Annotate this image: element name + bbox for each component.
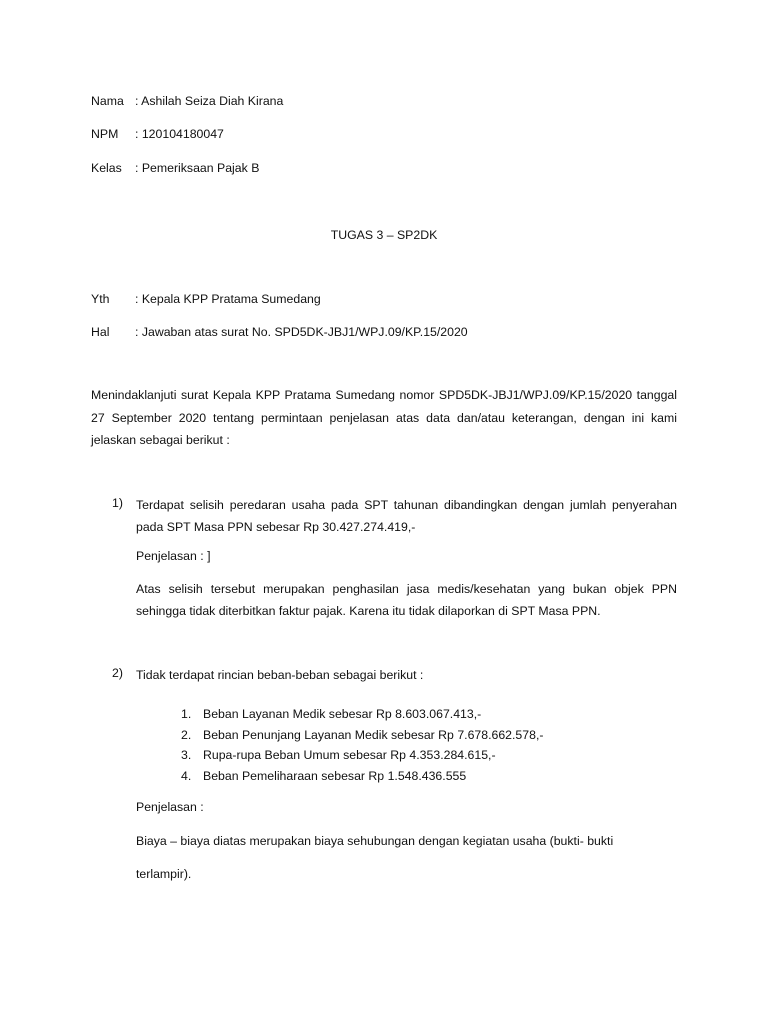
item-2-number: 2) bbox=[112, 666, 123, 680]
list-item-number: 2. bbox=[181, 727, 192, 742]
nama-row bbox=[91, 93, 283, 110]
hal-row bbox=[91, 324, 468, 341]
yth-value: : Kepala KPP Pratama Sumedang bbox=[135, 292, 321, 306]
item-2-answer-line-2: terlampir). bbox=[136, 867, 192, 881]
item-1 bbox=[112, 495, 677, 538]
list-item-number: 4. bbox=[181, 768, 192, 783]
item-2-penjelasan-label: Penjelasan : bbox=[136, 800, 204, 814]
item-1-text: Terdapat selisih peredaran usaha pada SPT tahunan dibandingkan dengan jumlah penyerahan pada SPT Masa PPN sebesar Rp 30.427.274.419,- bbox=[136, 498, 677, 534]
list-item-text: Beban Pemeliharaan sebesar Rp 1.548.436.555 bbox=[203, 768, 467, 783]
list-item-number: 1. bbox=[181, 707, 192, 721]
hal-label: Hal bbox=[91, 325, 110, 339]
hal-value: : Jawaban atas surat No. SPD5DK-JBJ1/WPJ.09/KP.15/2020 bbox=[135, 325, 468, 339]
document-title: TUGAS 3 – SP2DK bbox=[330, 228, 438, 242]
list-item-text: Beban Layanan Medik sebesar Rp 8.603.067.413,- bbox=[203, 707, 482, 721]
npm-row bbox=[91, 126, 224, 143]
list-item-text: Beban Penunjang Layanan Medik sebesar Rp 7.678.662.578,- bbox=[203, 727, 544, 742]
item-2 bbox=[112, 665, 677, 687]
list-item-number: 3. bbox=[181, 748, 192, 762]
intro-paragraph: Menindaklanjuti surat Kepala KPP Pratama Sumedang nomor SPD5DK-JBJ1/WPJ.09/KP.15/2020 tanggal 27 September 2020 tentang permintaan penjelasan atas data dan/atau keterangan, dengan ini kami jelaskan sebagai berikut : bbox=[91, 388, 677, 447]
item-1-number: 1) bbox=[112, 496, 123, 510]
item-1-penjelasan-label: Penjelasan : ] bbox=[136, 549, 211, 563]
kelas-value: : Pemeriksaan Pajak B bbox=[135, 161, 260, 175]
yth-label: Yth bbox=[91, 292, 110, 306]
nama-value: : Ashilah Seiza Diah Kirana bbox=[135, 94, 284, 108]
nama-label: Nama bbox=[91, 94, 124, 108]
item-1-answer: Atas selisih tersebut merupakan penghasilan jasa medis/kesehatan yang bukan objek PPN sehingga tidak diterbitkan faktur pajak. Karena itu tidak dilaporkan di SPT Masa PPN. bbox=[136, 582, 677, 618]
item-2-text: Tidak terdapat rincian beban-beban sebagai berikut : bbox=[136, 668, 424, 682]
kelas-row bbox=[91, 160, 259, 177]
yth-row bbox=[91, 291, 321, 308]
item-2-answer-line-1: Biaya – biaya diatas merupakan biaya sehubungan dengan kegiatan usaha (bukti- bukti bbox=[136, 834, 614, 848]
npm-value: : 120104180047 bbox=[135, 127, 224, 141]
npm-label: NPM bbox=[91, 127, 119, 141]
list-item-text: Rupa-rupa Beban Umum sebesar Rp 4.353.284.615,- bbox=[203, 748, 496, 762]
kelas-label: Kelas bbox=[91, 161, 122, 175]
